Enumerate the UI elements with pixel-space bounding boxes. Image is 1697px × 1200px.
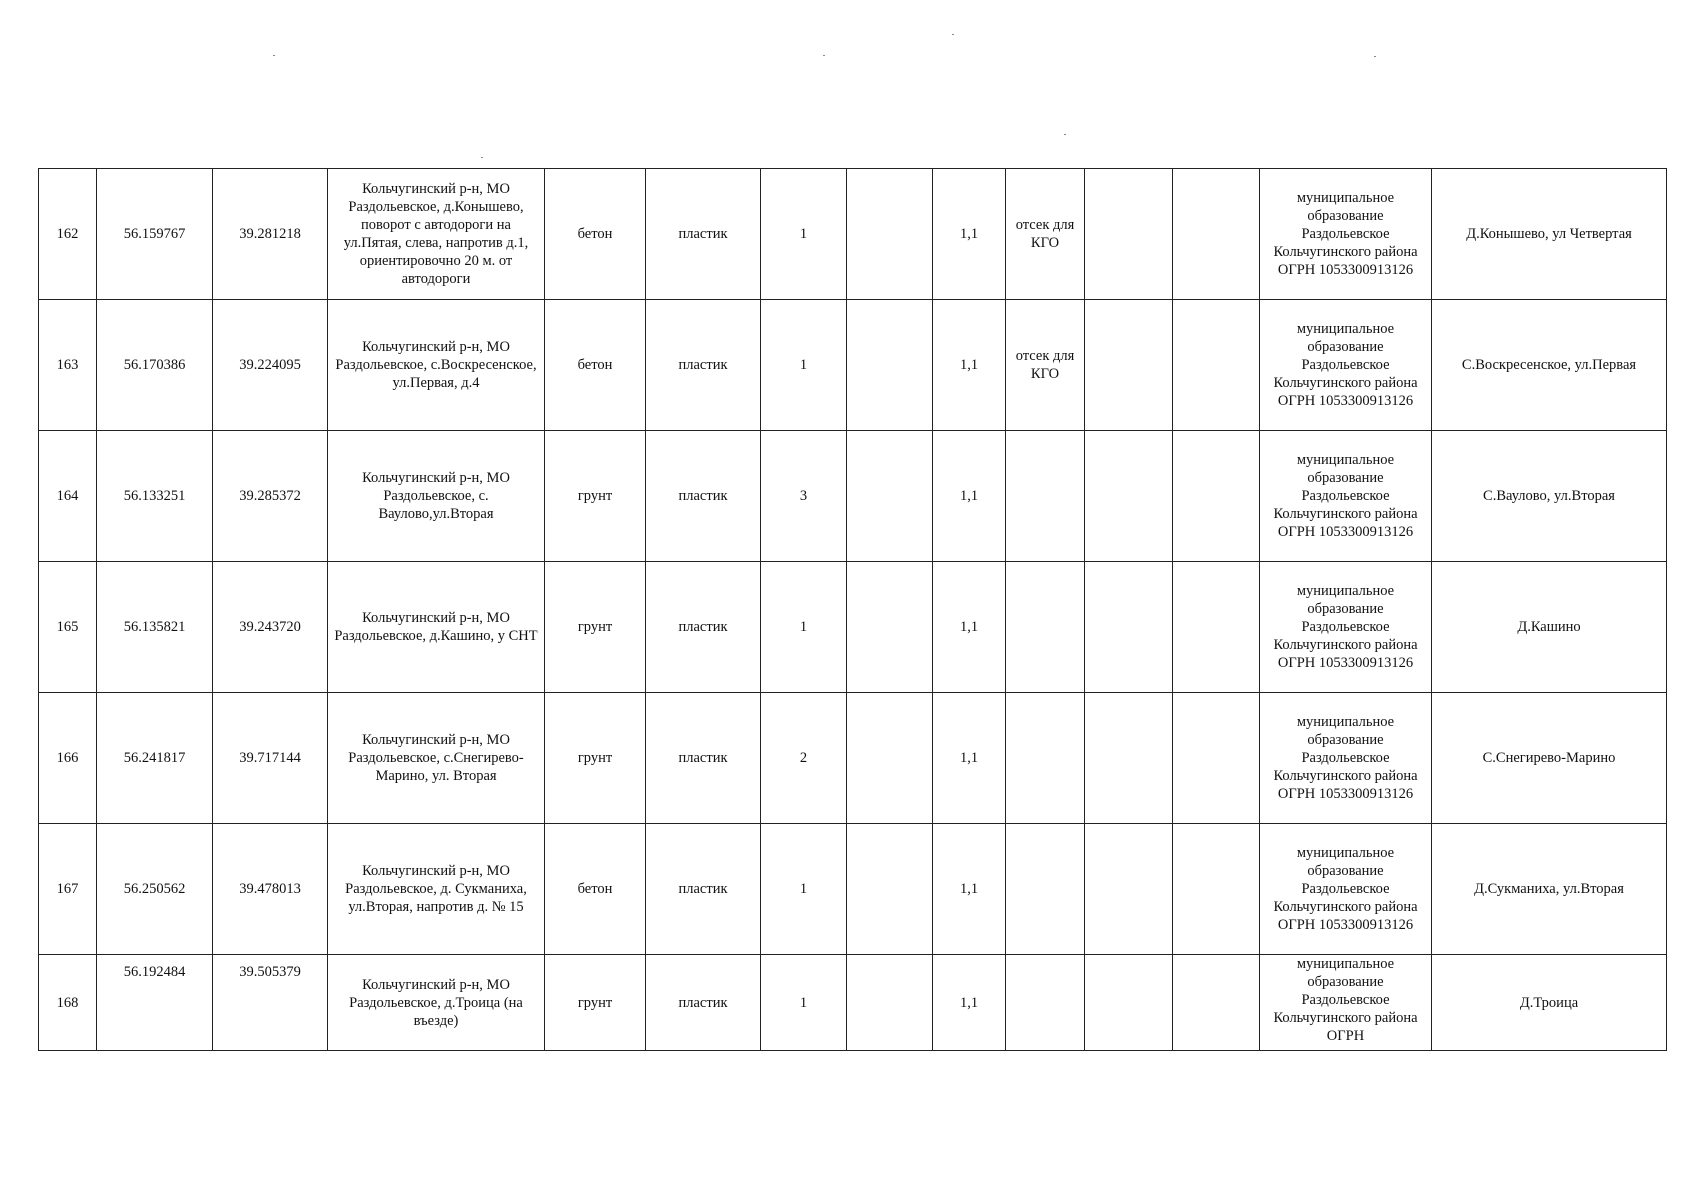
volume-cell: 1,1 (933, 431, 1006, 562)
container-count-cell: 3 (761, 431, 847, 562)
served-area-cell: Д.Кашино (1432, 562, 1667, 693)
empty-cell (1173, 562, 1260, 693)
container-count-cell: 1 (761, 824, 847, 955)
address-cell: Кольчугинский р-н, МО Раздольевское, с. Ваулово,ул.Вторая (328, 431, 545, 562)
address-cell: Кольчугинский р-н, МО Раздольевское, д. Сукманиха, ул.Вторая, напротив д. № 15 (328, 824, 545, 955)
volume-cell: 1,1 (933, 955, 1006, 1051)
scan-speck (952, 34, 954, 35)
volume-cell: 1,1 (933, 824, 1006, 955)
empty-cell (1085, 562, 1173, 693)
row-number: 166 (39, 693, 97, 824)
volume-cell: 1,1 (933, 169, 1006, 300)
material-cell: пластик (646, 169, 761, 300)
empty-cell (1085, 431, 1173, 562)
material-cell: пластик (646, 300, 761, 431)
address-cell: Кольчугинский р-н, МО Раздольевское, д.Конышево, поворот с автодороги на ул.Пятая, слева, напротив д.1, ориентировочно 20 м. от автодороги (328, 169, 545, 300)
material-cell: пластик (646, 562, 761, 693)
empty-cell (1173, 169, 1260, 300)
kgo-cell (1006, 955, 1085, 1051)
table-row (39, 955, 1667, 1051)
owner-cell: муниципальное образование Раздольевское Кольчугинского района ОГРН 1053300913126 (1260, 824, 1432, 955)
table-row (39, 169, 1667, 300)
table-row (39, 562, 1667, 693)
empty-cell (847, 562, 933, 693)
owner-cell: муниципальное образование Раздольевское Кольчугинского района ОГРН 1053300913126 (1260, 169, 1432, 300)
latitude-cell: 56.241817 (97, 693, 213, 824)
empty-cell (1085, 693, 1173, 824)
empty-cell (1173, 431, 1260, 562)
container-count-cell: 2 (761, 693, 847, 824)
surface-cell: грунт (545, 693, 646, 824)
surface-cell: бетон (545, 300, 646, 431)
empty-cell (847, 824, 933, 955)
longitude-cell: 39.281218 (213, 169, 328, 300)
longitude-cell: 39.224095 (213, 300, 328, 431)
container-count-cell: 1 (761, 955, 847, 1051)
longitude-cell: 39.285372 (213, 431, 328, 562)
registry-table (38, 168, 1667, 1051)
scan-speck (273, 55, 275, 56)
scan-speck (1374, 56, 1376, 57)
empty-cell (1085, 300, 1173, 431)
kgo-cell (1006, 562, 1085, 693)
address-cell: Кольчугинский р-н, МО Раздольевское, с.Снегирево-Марино, ул. Вторая (328, 693, 545, 824)
empty-cell (1173, 955, 1260, 1051)
served-area-cell: Д.Троица (1432, 955, 1667, 1051)
kgo-cell (1006, 693, 1085, 824)
scan-speck (1064, 134, 1066, 135)
latitude-cell: 56.159767 (97, 169, 213, 300)
served-area-cell: С.Ваулово, ул.Вторая (1432, 431, 1667, 562)
kgo-cell (1006, 431, 1085, 562)
surface-cell: бетон (545, 169, 646, 300)
table-row (39, 824, 1667, 955)
scan-speck (823, 55, 825, 56)
latitude-cell: 56.133251 (97, 431, 213, 562)
longitude-cell: 39.505379 (213, 955, 328, 1051)
owner-cell: муниципальное образование Раздольевское Кольчугинского района ОГРН 1053300913126 (1260, 562, 1432, 693)
owner-cell: муниципальное образование Раздольевское Кольчугинского района ОГРН 1053300913126 (1260, 300, 1432, 431)
table-row (39, 431, 1667, 562)
longitude-cell: 39.717144 (213, 693, 328, 824)
table-row (39, 693, 1667, 824)
kgo-cell (1006, 824, 1085, 955)
table-row (39, 300, 1667, 431)
surface-cell: грунт (545, 955, 646, 1051)
empty-cell (847, 169, 933, 300)
address-cell: Кольчугинский р-н, МО Раздольевское, с.Воскресенское, ул.Первая, д.4 (328, 300, 545, 431)
material-cell: пластик (646, 955, 761, 1051)
empty-cell (847, 693, 933, 824)
address-cell: Кольчугинский р-н, МО Раздольевское, д.Кашино, у СНТ (328, 562, 545, 693)
owner-cell: муниципальное образование Раздольевское Кольчугинского района ОГРН 1053300913126 (1260, 431, 1432, 562)
empty-cell (1085, 169, 1173, 300)
row-number: 163 (39, 300, 97, 431)
empty-cell (847, 431, 933, 562)
scan-speck (481, 157, 483, 158)
row-number: 167 (39, 824, 97, 955)
kgo-cell: отсек для КГО (1006, 300, 1085, 431)
latitude-cell: 56.192484 (97, 955, 213, 1051)
surface-cell: бетон (545, 824, 646, 955)
empty-cell (1173, 300, 1260, 431)
owner-cell: муниципальное образование Раздольевское Кольчугинского района ОГРН 1053300913126 (1260, 693, 1432, 824)
longitude-cell: 39.478013 (213, 824, 328, 955)
container-count-cell: 1 (761, 169, 847, 300)
row-number: 164 (39, 431, 97, 562)
material-cell: пластик (646, 693, 761, 824)
surface-cell: грунт (545, 431, 646, 562)
empty-cell (1085, 955, 1173, 1051)
empty-cell (847, 300, 933, 431)
latitude-cell: 56.170386 (97, 300, 213, 431)
empty-cell (1173, 824, 1260, 955)
material-cell: пластик (646, 431, 761, 562)
kgo-cell: отсек для КГО (1006, 169, 1085, 300)
volume-cell: 1,1 (933, 693, 1006, 824)
surface-cell: грунт (545, 562, 646, 693)
served-area-cell: Д.Сукманиха, ул.Вторая (1432, 824, 1667, 955)
served-area-cell: С.Воскресенское, ул.Первая (1432, 300, 1667, 431)
empty-cell (1173, 693, 1260, 824)
address-cell: Кольчугинский р-н, МО Раздольевское, д.Троица (на въезде) (328, 955, 545, 1051)
latitude-cell: 56.250562 (97, 824, 213, 955)
served-area-cell: Д.Конышево, ул Четвертая (1432, 169, 1667, 300)
volume-cell: 1,1 (933, 300, 1006, 431)
owner-cell: муниципальное образование Раздольевское Кольчугинского района ОГРН (1260, 955, 1432, 1051)
volume-cell: 1,1 (933, 562, 1006, 693)
empty-cell (847, 955, 933, 1051)
row-number: 165 (39, 562, 97, 693)
empty-cell (1085, 824, 1173, 955)
row-number: 162 (39, 169, 97, 300)
longitude-cell: 39.243720 (213, 562, 328, 693)
latitude-cell: 56.135821 (97, 562, 213, 693)
row-number: 168 (39, 955, 97, 1051)
material-cell: пластик (646, 824, 761, 955)
container-count-cell: 1 (761, 562, 847, 693)
container-count-cell: 1 (761, 300, 847, 431)
served-area-cell: С.Снегирево-Марино (1432, 693, 1667, 824)
